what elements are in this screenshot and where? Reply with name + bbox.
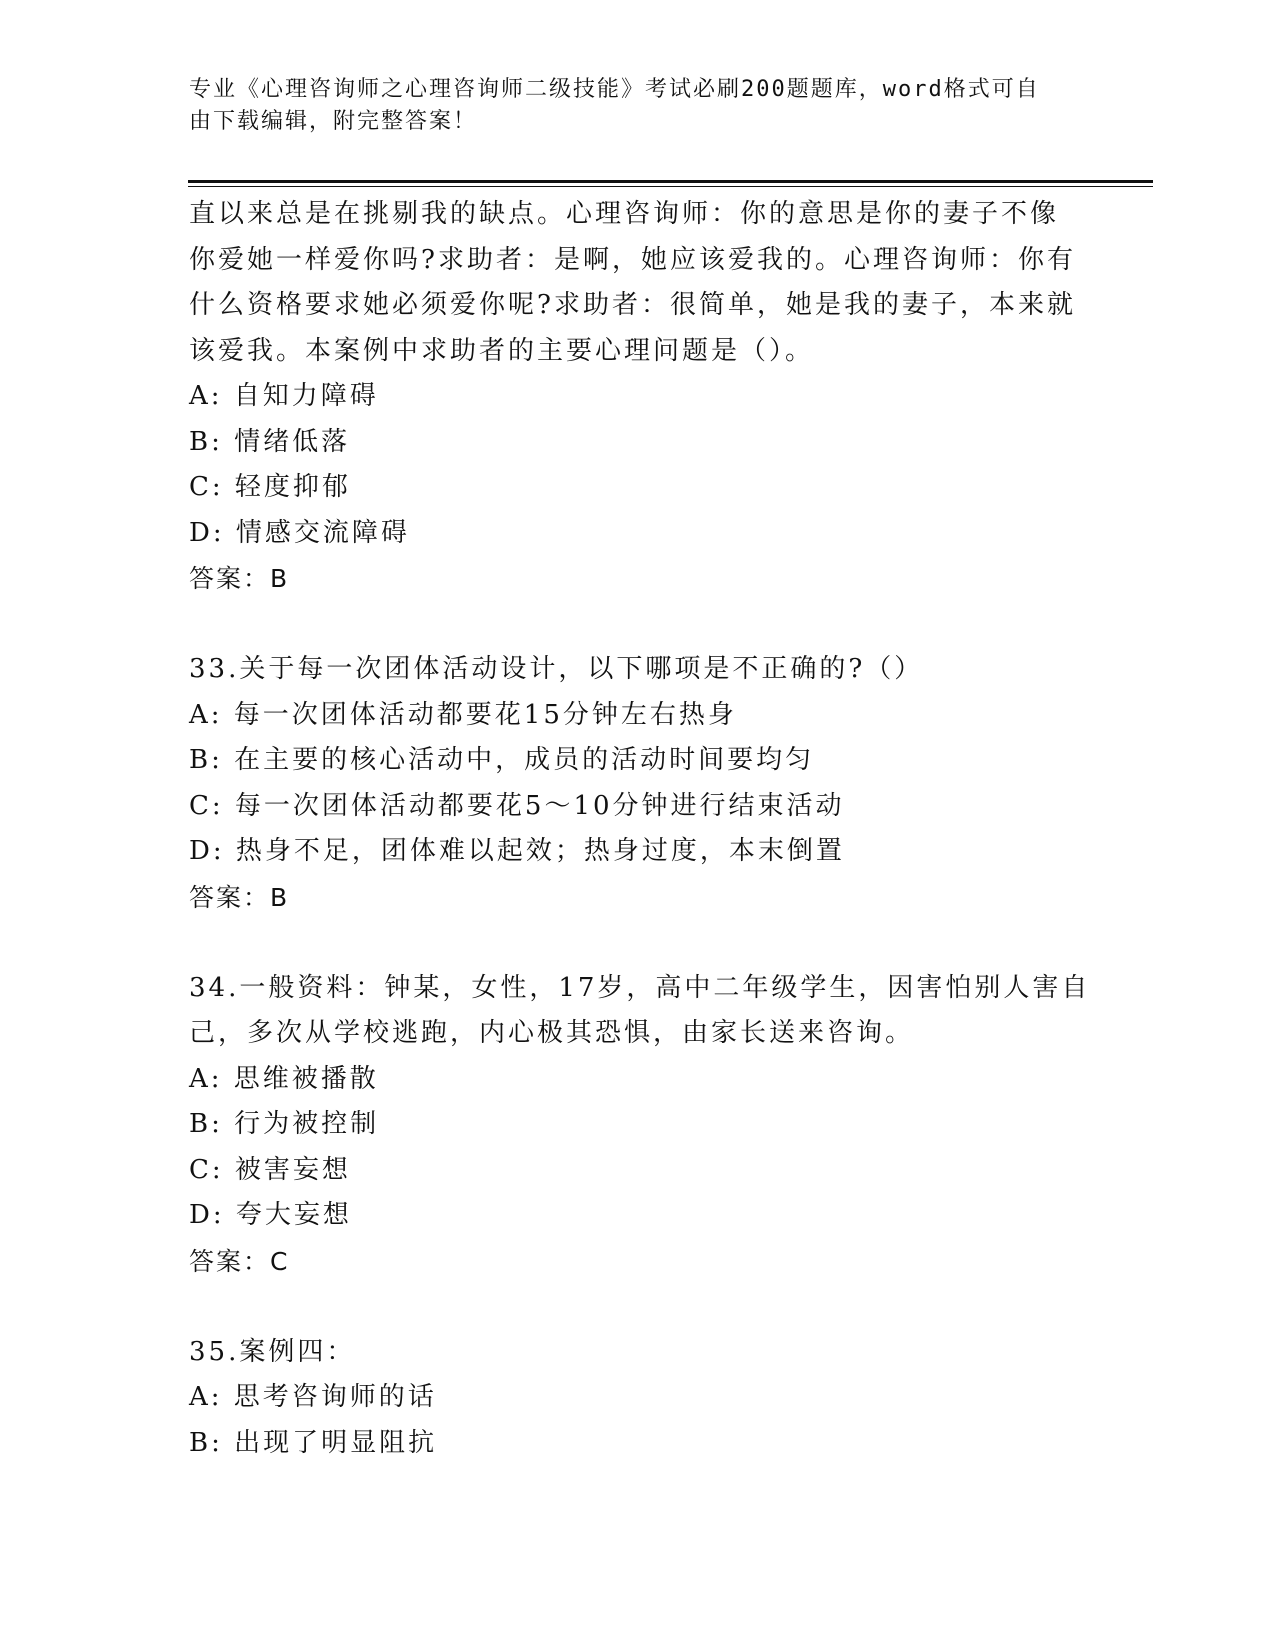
option-d: D: 夸大妄想 bbox=[189, 1200, 352, 1230]
option-a: A: 每一次团体活动都要花15分钟左右热身 bbox=[189, 699, 737, 730]
header-rule-thick bbox=[188, 180, 1153, 183]
question-stem-line: 什么资格要求她必须爱你呢?求助者：很简单，她是我的妻子，本来就 bbox=[189, 290, 1076, 320]
document-header bbox=[189, 74, 1069, 138]
question-stem-line: 34.一般资料：钟某，女性，17岁，高中二年级学生，因害怕别人害自 bbox=[189, 972, 1091, 1003]
option-a: A: 思考咨询师的话 bbox=[189, 1382, 437, 1412]
header-rule-thin bbox=[188, 186, 1153, 187]
document-body bbox=[189, 192, 1089, 1466]
option-d: D: 情感交流障碍 bbox=[189, 517, 410, 548]
header-line-1: 专业《心理咨询师之心理咨询师二级技能》考试必刷200题题库，word格式可自 bbox=[189, 77, 1040, 102]
question-stem-line: 你爱她一样爱你吗?求助者：是啊，她应该爱我的。心理咨询师：你有 bbox=[189, 244, 1076, 275]
answer: 答案：B bbox=[189, 882, 290, 912]
option-b: B: 情绪低落 bbox=[189, 426, 351, 457]
question-33 bbox=[189, 647, 1089, 920]
header-line-2: 由下载编辑，附完整答案！ bbox=[189, 109, 478, 134]
option-d: D: 热身不足，团体难以起效；热身过度，本末倒置 bbox=[189, 836, 845, 866]
answer: 答案：C bbox=[189, 1246, 290, 1276]
option-a: A: 自知力障碍 bbox=[189, 381, 379, 411]
spacer bbox=[189, 1284, 1089, 1330]
option-b: B: 在主要的核心活动中，成员的活动时间要均匀 bbox=[189, 745, 815, 775]
option-b: B: 行为被控制 bbox=[189, 1109, 380, 1139]
question-stem-line: 己，多次从学校逃跑，内心极其恐惧，由家长送来咨询。 bbox=[189, 1018, 915, 1048]
answer: 答案：B bbox=[189, 564, 290, 593]
question-stem-line: 35.案例四： bbox=[189, 1336, 356, 1367]
question-stem-line: 直以来总是在挑剔我的缺点。心理咨询师：你的意思是你的妻子不像 bbox=[189, 199, 1060, 229]
option-a: A: 思维被播散 bbox=[189, 1063, 379, 1094]
question-35 bbox=[189, 1330, 1089, 1467]
question-stem-line: 33.关于每一次团体活动设计，以下哪项是不正确的?（） bbox=[189, 654, 924, 684]
spacer bbox=[189, 920, 1089, 966]
question-34 bbox=[189, 966, 1089, 1285]
option-c: C: 每一次团体活动都要花5～10分钟进行结束活动 bbox=[189, 790, 845, 821]
option-b: B: 出现了明显阻抗 bbox=[189, 1427, 438, 1458]
option-c: C: 轻度抑郁 bbox=[189, 472, 351, 502]
question-32 bbox=[189, 192, 1089, 602]
question-stem-line: 该爱我。本案例中求助者的主要心理问题是（）。 bbox=[189, 335, 815, 366]
spacer bbox=[189, 602, 1089, 648]
option-c: C: 被害妄想 bbox=[189, 1154, 351, 1185]
